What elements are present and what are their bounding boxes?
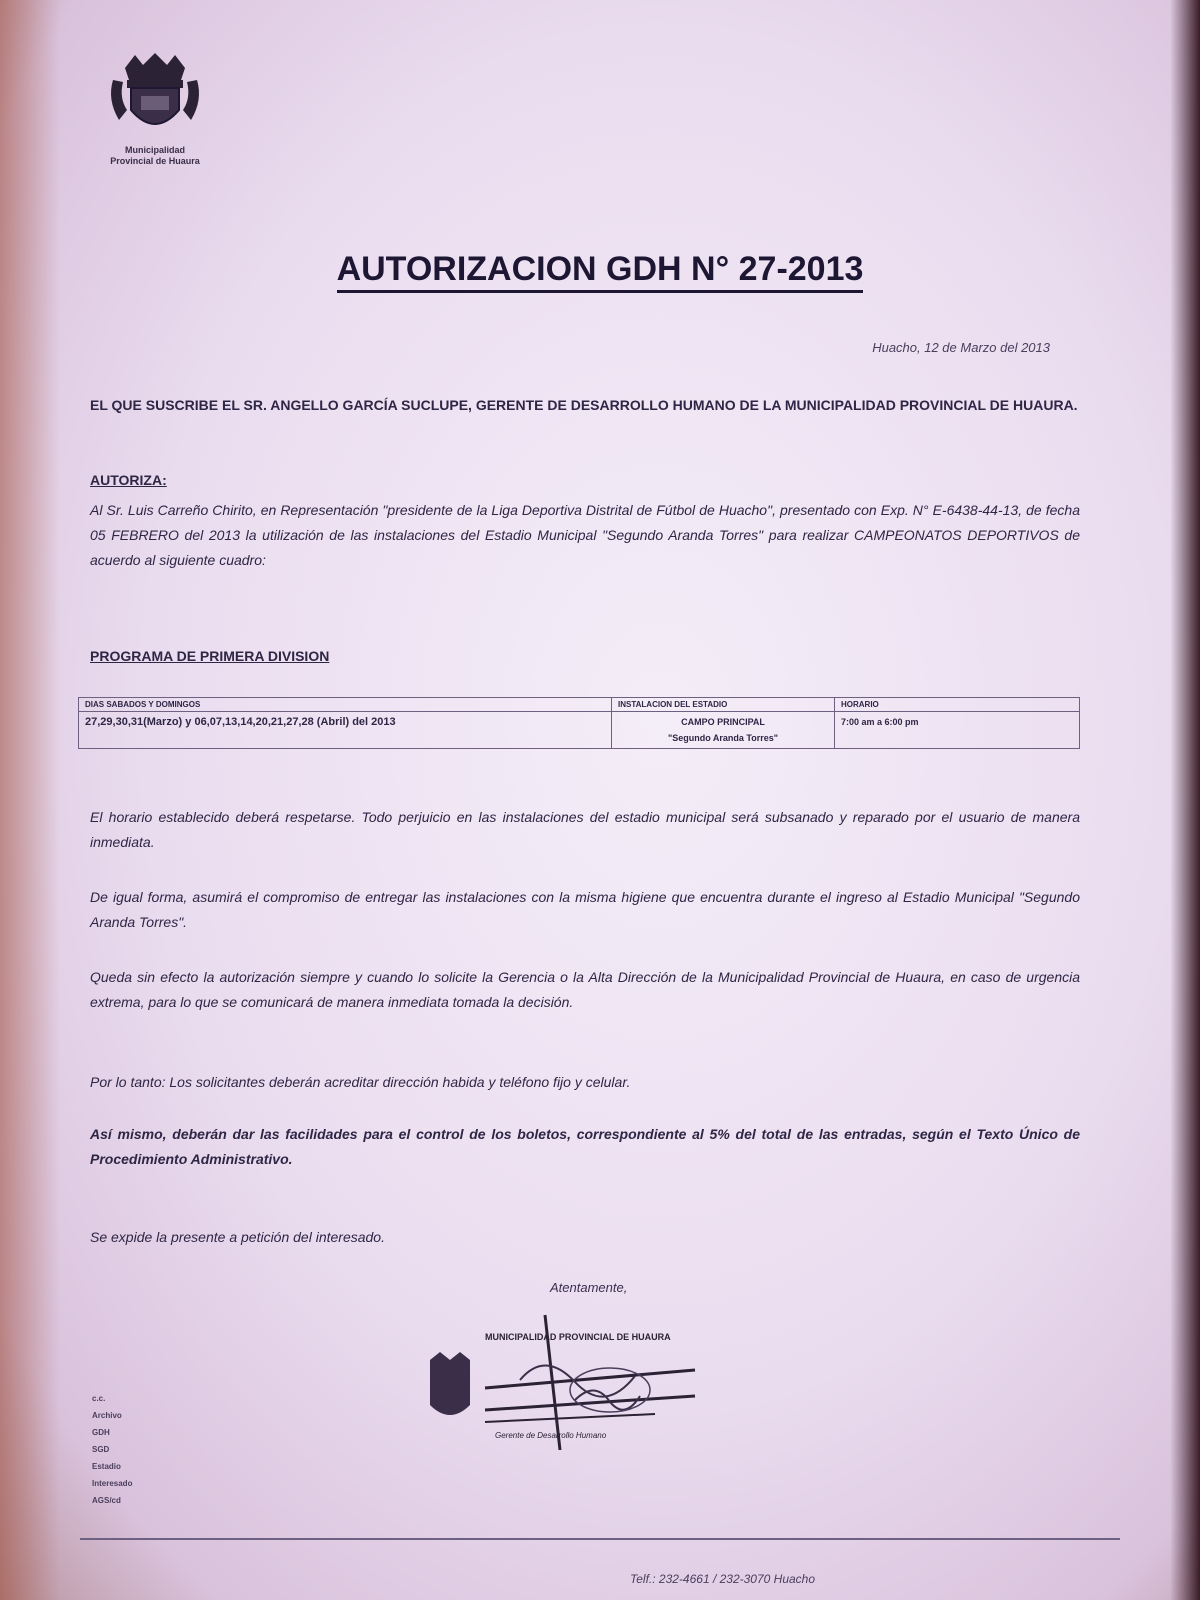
document-date: Huacho, 12 de Marzo del 2013 bbox=[872, 340, 1050, 355]
copy-item: c.c. bbox=[92, 1394, 106, 1403]
autoriza-paragraph: Al Sr. Luis Carreño Chirito, en Representación "presidente de la Liga Deportiva Distrital de Fútbol de Huacho", presentado con Exp. N° E-6438-44-13, de fecha 05 FEBRERO del 2013 la utilización de las instalaciones del Estadio Municipal "Segundo Aranda Torres" para realizar CAMPEONATOS DEPORTIVOS de acuerdo al siguiente cuadro: bbox=[90, 502, 1080, 568]
table-cell-days: 27,29,30,31(Marzo) y 06,07,13,14,20,21,27,28 (Abril) del 2013 bbox=[79, 712, 612, 749]
closing-text: Atentamente, bbox=[550, 1280, 628, 1295]
table-cell-facility bbox=[612, 712, 835, 749]
document-title bbox=[0, 250, 1200, 289]
page-edge bbox=[1170, 0, 1200, 1600]
table-row bbox=[79, 712, 1080, 749]
stamp-text-line1: MUNICIPALIDAD PROVINCIAL DE HUAURA bbox=[485, 1332, 671, 1342]
table-header-days: DIAS SABADOS Y DOMINGOS bbox=[79, 698, 612, 712]
stamp-seal-icon bbox=[425, 1310, 715, 1450]
document-title-text: AUTORIZACION GDH N° 27-2013 bbox=[337, 250, 864, 293]
crest-caption-line1: Municipalidad bbox=[124, 145, 185, 155]
intro-paragraph: EL QUE SUSCRIBE EL SR. ANGELLO GARCÍA SUCLUPE, GERENTE DE DESARROLLO HUMANO DE LA MUNICIPALIDAD PROVINCIAL DE HUAURA. bbox=[90, 397, 1078, 413]
table-header-row bbox=[79, 698, 1080, 712]
facility-line1: CAMPO PRINCIPAL bbox=[681, 717, 765, 727]
footer-contact: Telf.: 232-4661 / 232-3070 Huacho bbox=[630, 1572, 816, 1586]
footer-divider bbox=[80, 1538, 1120, 1540]
schedule-table bbox=[78, 697, 1080, 749]
paragraph-schedule-rule: El horario establecido deberá respetarse. Todo perjuicio en las instalaciones del estadio municipal será subsanado y reparado por el usuario de manera inmediata. bbox=[90, 809, 1080, 850]
paragraph-issuance: Se expide la presente a petición del interesado. bbox=[90, 1229, 385, 1245]
paragraph-hygiene: De igual forma, asumirá el compromiso de entregar las instalaciones con la misma higiene que encuentra durante el ingreso al Estadio Municipal "Segundo Aranda Torres". bbox=[90, 889, 1080, 930]
copy-item: Interesado bbox=[92, 1479, 133, 1488]
crest-icon bbox=[105, 50, 205, 145]
table-header-schedule: HORARIO bbox=[835, 698, 1080, 712]
copy-item: Estadio bbox=[92, 1462, 121, 1471]
table-header-facility: INSTALACION DEL ESTADIO bbox=[612, 698, 835, 712]
copy-distribution-list bbox=[92, 1390, 132, 1509]
municipal-crest bbox=[95, 50, 215, 167]
paragraph-tickets: Así mismo, deberán dar las facilidades para el control de los boletos, correspondiente al 5% del total de las entradas, según el Texto Único de Procedimiento Administrativo. bbox=[90, 1126, 1080, 1167]
copy-item: AGS/cd bbox=[92, 1496, 121, 1505]
autoriza-label: AUTORIZA: bbox=[90, 472, 167, 488]
paragraph-requirements: Por lo tanto: Los solicitantes deberán acreditar dirección habida y teléfono fijo y celular. bbox=[90, 1074, 631, 1090]
copy-item: SGD bbox=[92, 1445, 110, 1454]
facility-line2: "Segundo Aranda Torres" bbox=[667, 733, 779, 743]
copy-item: GDH bbox=[92, 1428, 110, 1437]
paragraph-revocation: Queda sin efecto la autorización siempre y cuando lo solicite la Gerencia o la Alta Dirección de la Municipalidad Provincial de Huaura, en caso de urgencia extrema, para lo que se comunicará de manera inmediata tomada la decisión. bbox=[90, 969, 1080, 1010]
program-heading: PROGRAMA DE PRIMERA DIVISION bbox=[90, 648, 330, 664]
stamp-text-line2: Gerente de Desarrollo Humano bbox=[495, 1431, 607, 1440]
crest-caption-line2: Provincial de Huaura bbox=[110, 156, 200, 166]
copy-item: Archivo bbox=[92, 1411, 122, 1420]
table-cell-schedule: 7:00 am a 6:00 pm bbox=[835, 712, 1080, 749]
official-stamp-signature bbox=[425, 1310, 715, 1450]
page-shadow bbox=[0, 0, 60, 1600]
